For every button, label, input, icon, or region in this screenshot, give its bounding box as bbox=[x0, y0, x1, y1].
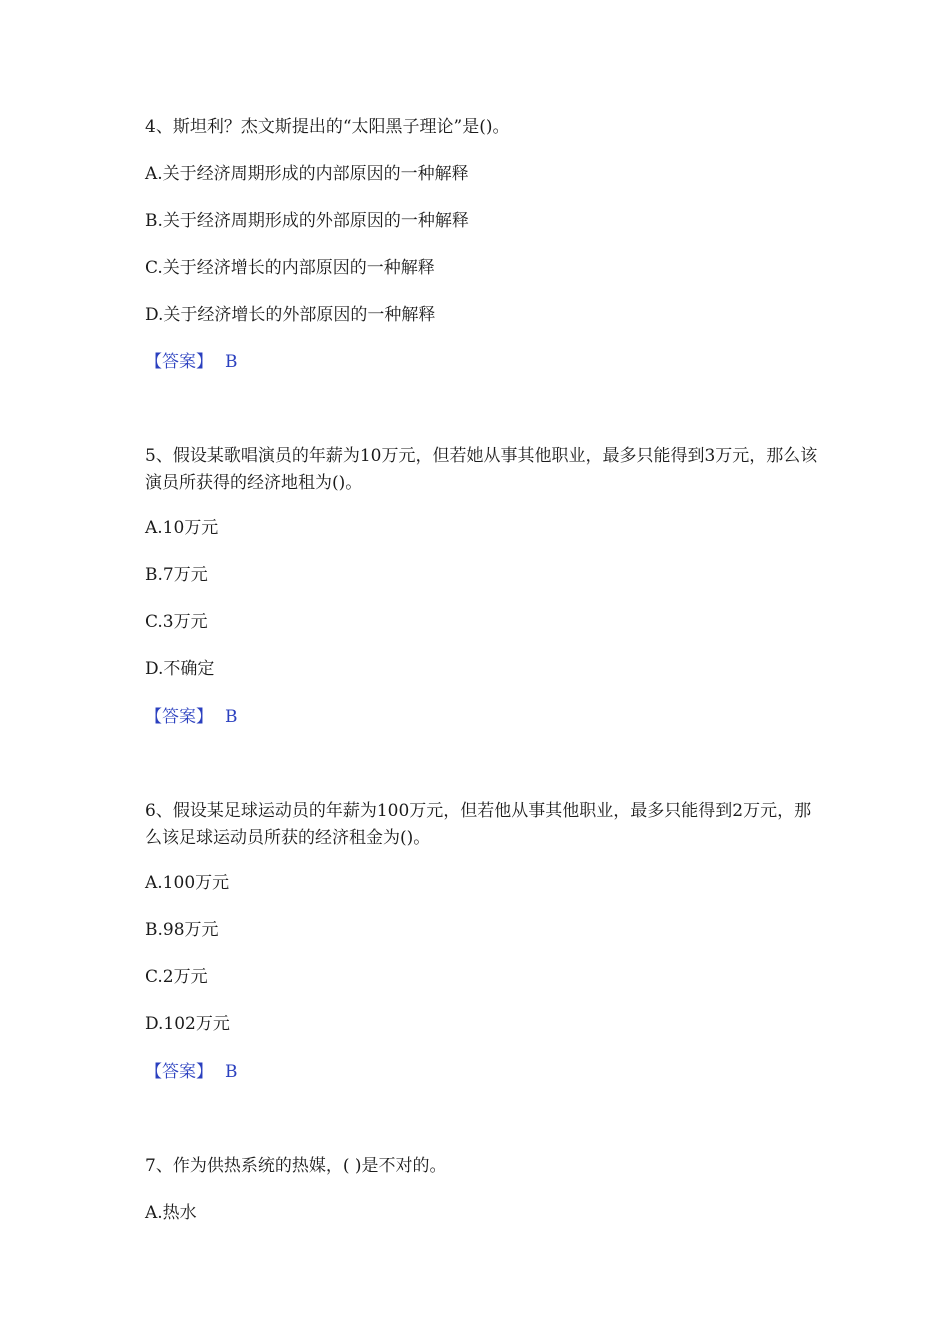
option-a: A.热水 bbox=[145, 1203, 197, 1223]
option-d: D.关于经济增长的外部原因的一种解释 bbox=[145, 305, 436, 325]
answer-label: 【答案】 bbox=[145, 1062, 213, 1082]
option-c: C.3万元 bbox=[145, 612, 208, 632]
question-stem: 6、假设某足球运动员的年薪为100万元，但若他从事其他职业，最多只能得到2万元，那么该足球运动员所获的经济租金为()。 bbox=[145, 801, 812, 848]
answer-value: B bbox=[225, 1062, 238, 1082]
option-b: B.7万元 bbox=[145, 565, 208, 585]
answer-value: B bbox=[225, 352, 238, 372]
question-5 bbox=[145, 443, 825, 727]
question-stem: 7、作为供热系统的热媒，( )是不对的。 bbox=[145, 1156, 447, 1176]
answer-label: 【答案】 bbox=[145, 707, 213, 727]
option-b: B.98万元 bbox=[145, 920, 219, 940]
answer-value: B bbox=[225, 707, 238, 727]
option-c: C.关于经济增长的内部原因的一种解释 bbox=[145, 258, 435, 278]
option-a: A.100万元 bbox=[145, 873, 230, 893]
question-7 bbox=[145, 1153, 825, 1223]
question-stem: 4、斯坦利？杰文斯提出的“太阳黑子理论”是()。 bbox=[145, 117, 510, 137]
question-stem: 5、假设某歌唱演员的年薪为10万元，但若她从事其他职业，最多只能得到3万元，那么该演员所获得的经济地租为()。 bbox=[145, 446, 818, 493]
option-a: A.关于经济周期形成的内部原因的一种解释 bbox=[145, 164, 469, 184]
answer-line bbox=[145, 350, 238, 374]
question-4 bbox=[145, 114, 825, 372]
option-d: D.不确定 bbox=[145, 659, 215, 679]
option-b: B.关于经济周期形成的外部原因的一种解释 bbox=[145, 211, 469, 231]
option-c: C.2万元 bbox=[145, 967, 208, 987]
option-a: A.10万元 bbox=[145, 518, 219, 538]
answer-line bbox=[145, 705, 238, 729]
answer-line bbox=[145, 1060, 238, 1084]
option-d: D.102万元 bbox=[145, 1014, 230, 1034]
question-6 bbox=[145, 798, 825, 1082]
answer-label: 【答案】 bbox=[145, 352, 213, 372]
